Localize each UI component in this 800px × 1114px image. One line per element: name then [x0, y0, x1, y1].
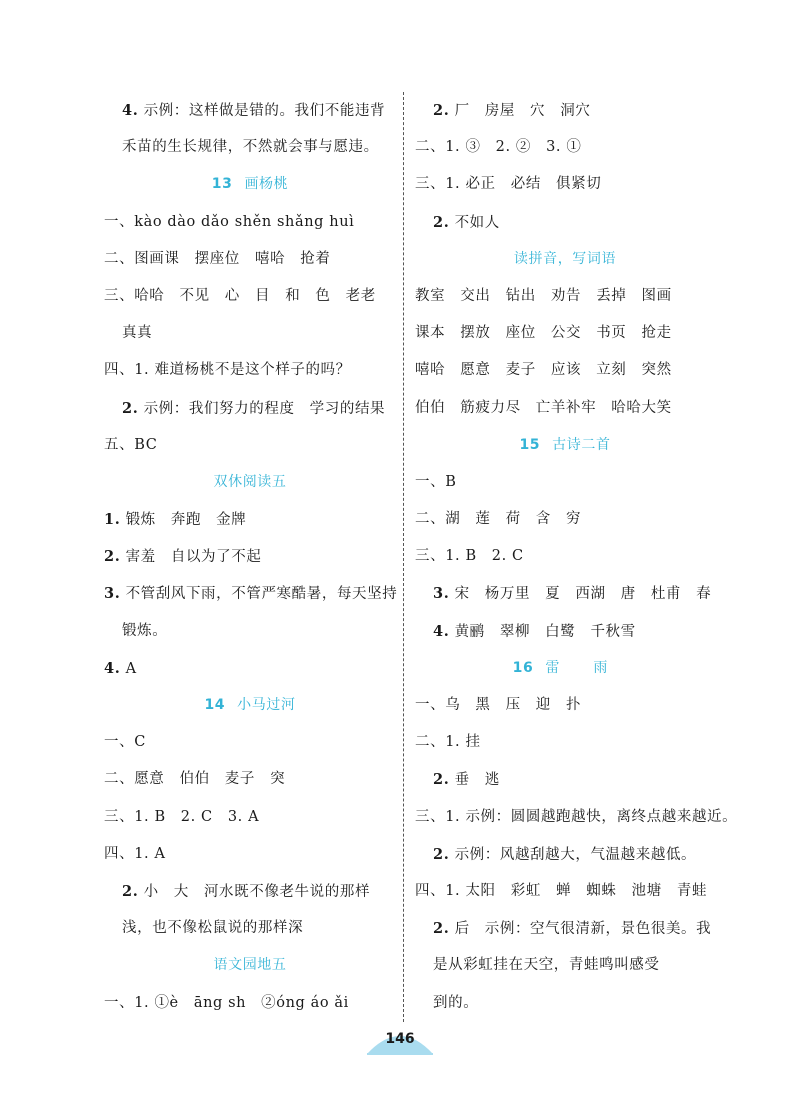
left-column	[104, 92, 396, 1022]
answer-line	[104, 427, 396, 464]
answer-line	[104, 92, 396, 129]
item-number: 1.	[104, 511, 121, 529]
answer-text: 二、图画课 摆座位 嘻哈 抢着	[104, 250, 331, 267]
answer-text: 示例：我们努力的程度 学习的结果	[143, 400, 386, 417]
answer-line	[415, 204, 715, 241]
item-number: 3.	[104, 585, 121, 603]
answer-line	[104, 241, 396, 278]
section-number: 16	[512, 659, 534, 676]
answer-text: 锻炼 奔跑 金牌	[125, 512, 247, 529]
answer-line	[415, 315, 715, 352]
answer-line	[415, 724, 715, 761]
answer-text: 四、1. 难道杨桃不是这个样子的吗？	[104, 362, 351, 379]
answer-text: 后 示例：空气很清新，景色很美。我	[454, 921, 712, 938]
answer-line	[415, 390, 715, 427]
answer-line	[104, 799, 396, 836]
item-number: 4.	[122, 102, 139, 119]
answer-line	[104, 724, 396, 761]
answer-text: 真真	[122, 325, 153, 342]
answer-text: 二、愿意 伯伯 麦子 突	[104, 771, 286, 788]
answer-text: 不管刮风下雨，不管严寒酷暑，每天坚持	[125, 586, 398, 603]
answer-text: 二、湖 莲 荷 含 穷	[415, 511, 582, 528]
answer-text: 嘻哈 愿意 麦子 应该 立刻 突然	[415, 362, 672, 379]
answer-text: 三、1. B 2. C 3. A	[104, 808, 260, 825]
answer-text: 四、1. A	[104, 845, 166, 862]
answer-line	[104, 836, 396, 873]
answer-text: 二、1. 挂	[415, 734, 481, 751]
section-title: 小马过河	[237, 697, 296, 713]
answer-line	[415, 910, 715, 947]
answer-text: 宋 杨万里 夏 西湖 唐 杜甫 春	[454, 586, 712, 603]
item-number: 2.	[433, 845, 450, 863]
section-title: 画杨桃	[244, 176, 289, 193]
section-title: 雷 雨	[545, 659, 618, 676]
section-heading	[104, 464, 396, 501]
answer-line	[104, 352, 396, 389]
section-title: 读拼音，写词语	[513, 250, 617, 267]
answer-line	[415, 985, 715, 1022]
answer-text: 一、乌 黑 压 迎 扑	[415, 697, 582, 713]
answer-line	[104, 985, 396, 1022]
section-title: 古诗二首	[552, 436, 611, 453]
item-number: 3.	[433, 585, 450, 603]
section-heading	[104, 947, 396, 984]
answer-line	[415, 166, 715, 203]
answer-line	[104, 315, 396, 352]
answer-text: 一、B	[415, 473, 457, 490]
item-number: 2.	[433, 920, 450, 938]
answer-text: 厂 房屋 穴 洞穴	[454, 103, 591, 119]
item-number: 2.	[433, 102, 450, 119]
answer-text: 一、C	[104, 734, 146, 751]
answer-text: A	[125, 660, 137, 677]
item-number: 2.	[433, 213, 450, 231]
answer-line	[104, 873, 396, 910]
answer-line	[104, 910, 396, 947]
answer-text: 伯伯 筋疲力尽 亡羊补牢 哈哈大笑	[415, 399, 672, 416]
answer-line	[104, 129, 396, 166]
answer-text: 一、1. ①è āng sh ②óng áo ǎi	[104, 994, 349, 1011]
answer-text: 到的。	[433, 994, 479, 1011]
answer-text: 垂 逃	[454, 772, 500, 789]
answer-line	[104, 278, 396, 315]
answer-text: 四、1. 太阳 彩虹 蝉 蜘蛛 池塘 青蛙	[415, 882, 708, 899]
answer-line	[104, 501, 396, 538]
answer-text: 浅，也不像松鼠说的那样深	[122, 920, 304, 937]
answer-text: 小 大 河水既不像老牛说的那样	[143, 883, 371, 900]
section-number: 13	[211, 176, 233, 193]
answer-line	[415, 575, 715, 612]
section-heading	[415, 650, 715, 687]
answer-text: 黄鹂 翠柳 白鹭 千秋雪	[454, 623, 636, 640]
answer-text: 三、1. B 2. C	[415, 548, 524, 565]
item-number: 4.	[104, 659, 121, 677]
answer-line	[415, 464, 715, 501]
answer-text: 五、BC	[104, 436, 158, 453]
page-number-badge	[365, 1026, 435, 1056]
answer-line	[415, 799, 738, 836]
answer-line	[415, 92, 715, 129]
answer-text: 禾苗的生长规律，不然就会事与愿违。	[122, 139, 379, 156]
answer-text: 三、1. 示例：圆圆越跑越快，离终点越来越近。	[415, 808, 738, 825]
item-number: 2.	[122, 399, 139, 417]
answer-line	[415, 129, 715, 166]
answer-line	[415, 278, 715, 315]
section-heading	[415, 427, 715, 464]
column-divider	[403, 92, 404, 1022]
answer-text: 教室 交出 钻出 劝告 丢掉 图画	[415, 287, 672, 304]
section-title: 双休阅读五	[213, 473, 287, 490]
answer-line	[104, 650, 396, 687]
answer-text: 示例：风越刮越大，气温越来越低。	[454, 846, 697, 863]
section-number: 14	[204, 697, 226, 713]
answer-line	[104, 204, 396, 241]
answer-text: 害羞 自以为了不起	[125, 549, 262, 566]
answer-line	[415, 538, 715, 575]
answer-text: 课本 摆放 座位 公交 书页 抢走	[415, 325, 672, 342]
section-number: 15	[519, 436, 541, 453]
answer-line	[415, 352, 715, 389]
answer-text: 示例：这样做是错的。我们不能违背	[143, 103, 386, 119]
answer-line	[415, 501, 715, 538]
section-heading	[415, 241, 715, 278]
answer-line	[104, 761, 396, 798]
answer-line	[415, 947, 715, 984]
answer-text: 二、1. ③ 2. ② 3. ①	[415, 139, 582, 156]
answer-text: 锻炼。	[122, 622, 168, 639]
answer-line	[415, 613, 715, 650]
answer-line	[104, 613, 396, 650]
answer-line	[415, 836, 715, 873]
section-heading	[104, 166, 396, 203]
item-number: 2.	[122, 882, 139, 900]
item-number: 4.	[433, 622, 450, 640]
page-number: 146	[385, 1031, 415, 1047]
answer-line	[104, 538, 396, 575]
answer-line	[104, 575, 396, 612]
answer-text: 是从彩虹挂在天空，青蛙鸣叫感受	[433, 957, 660, 974]
section-title: 语文园地五	[213, 957, 287, 974]
answer-text: 三、哈哈 不见 心 目 和 色 老老	[104, 287, 376, 304]
answer-line	[415, 873, 715, 910]
answer-line	[415, 761, 715, 798]
answer-text: 不如人	[454, 214, 500, 231]
answer-text: 三、1. 必正 必结 俱紧切	[415, 176, 602, 193]
section-heading	[104, 687, 396, 724]
item-number: 2.	[104, 548, 121, 566]
answer-line	[415, 687, 715, 724]
answer-line	[104, 390, 396, 427]
right-column	[415, 92, 738, 1022]
answer-text: 一、kào dào dǎo shěn shǎng huì	[104, 213, 355, 230]
item-number: 2.	[433, 771, 450, 789]
